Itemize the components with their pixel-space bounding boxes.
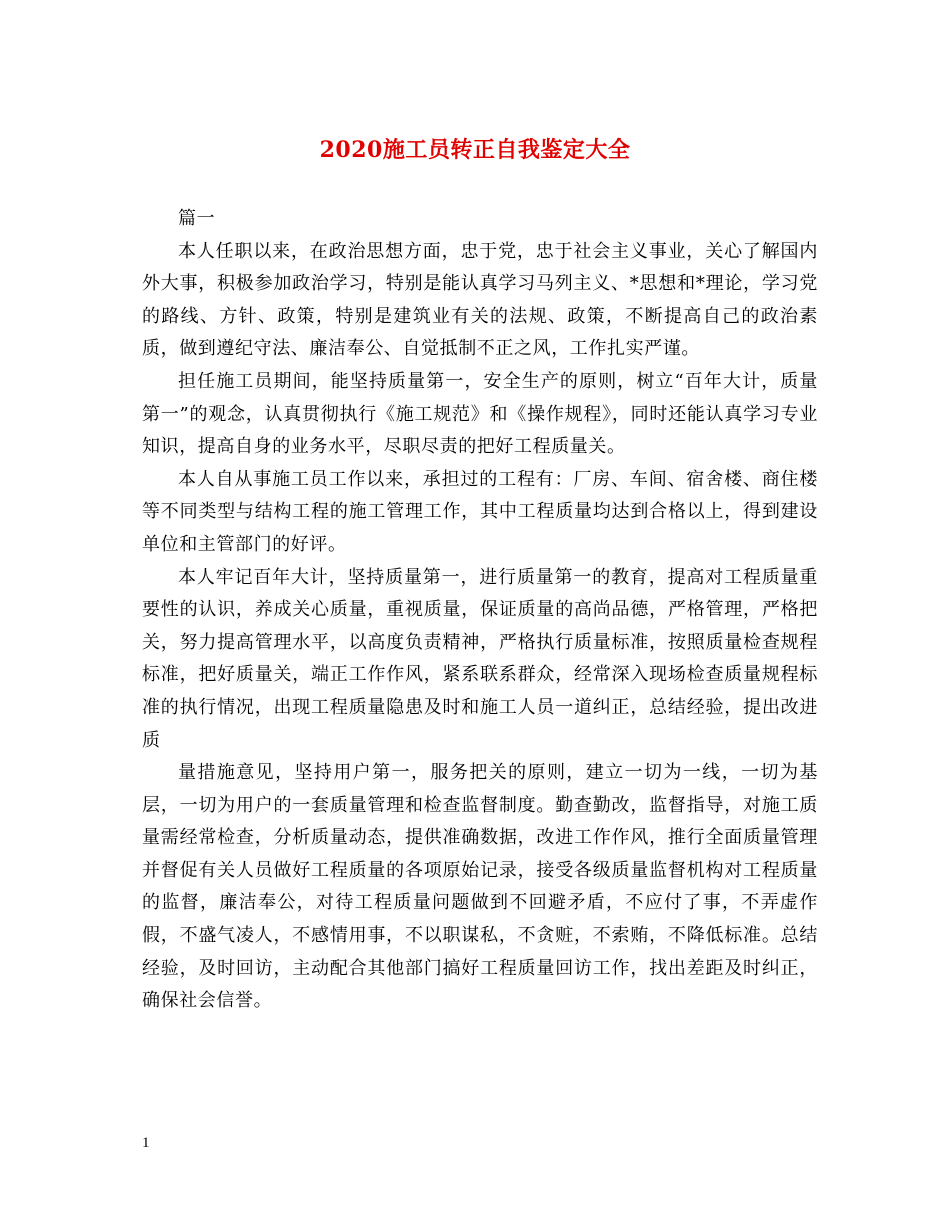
paragraph-3: 本人自从事施工员工作以来，承担过的工程有：厂房、车间、宿舍楼、商住楼等不同类型与结构工程的施工管理工作，其中工程质量均达到合格以上，得到建设单位和主管部门的好评。 [142,468,818,555]
page-number: 1 [142,1135,150,1151]
paragraph-4: 本人牢记百年大计，坚持质量第一，进行质量第一的教育，提高对工程质量重要性的认识，养成关心质量，重视质量，保证质量的高尚品德，严格管理，严格把关，努力提高管理水平，以高度负责精神，严格执行质量标准，按照质量检查规程标准，把好质量关，端正工作作风，紧系联系群众，经常深入现场检查质量规程标准的执行情况，出现工程质量隐患及时和施工人员一道纠正，总结经验，提出改进质 [142,566,818,751]
section-label: 篇一 [178,208,216,229]
paragraph-5: 量措施意见，坚持用户第一，服务把关的原则，建立一切为一线，一切为基层，一切为用户的一套质量管理和检查监督制度。勤查勤改，监督指导，对施工质量需经常检查，分析质量动态，提供准确数据，改进工作作风，推行全面质量管理并督促有关人员做好工程质量的各项原始记录，接受各级质量监督机构对工程质量的监督，廉洁奉公，对待工程质量问题做到不回避矛盾，不应付了事，不弄虚作假，不盛气凌人，不感情用事，不以职谋私，不贪赃，不索贿，不降低标准。总结经验，及时回访，主动配合其他部门搞好工程质量回访工作，找出差距及时纠正，确保社会信誉。 [142,762,818,1012]
document-body [142,203,818,1018]
paragraph-1: 本人任职以来，在政治思想方面，忠于党，忠于社会主义事业，关心了解国内外大事，积极参加政治学习，特别是能认真学习马列主义、*思想和*理论，学习党的路线、方针、政策，特别是建筑业有关的法规、政策，不断提高自己的政治素质，做到遵纪守法、廉洁奉公、自觉抵制不正之风，工作扎实严谨。 [142,240,818,360]
document-title: 2020施工员转正自我鉴定大全 [319,137,631,163]
paragraph-2: 担任施工员期间，能坚持质量第一，安全生产的原则，树立“百年大计，质量第一”的观念，认真贯彻执行《施工规范》和《操作规程》，同时还能认真学习专业知识，提高自身的业务水平，尽职尽责的把好工程质量关。 [142,370,818,458]
